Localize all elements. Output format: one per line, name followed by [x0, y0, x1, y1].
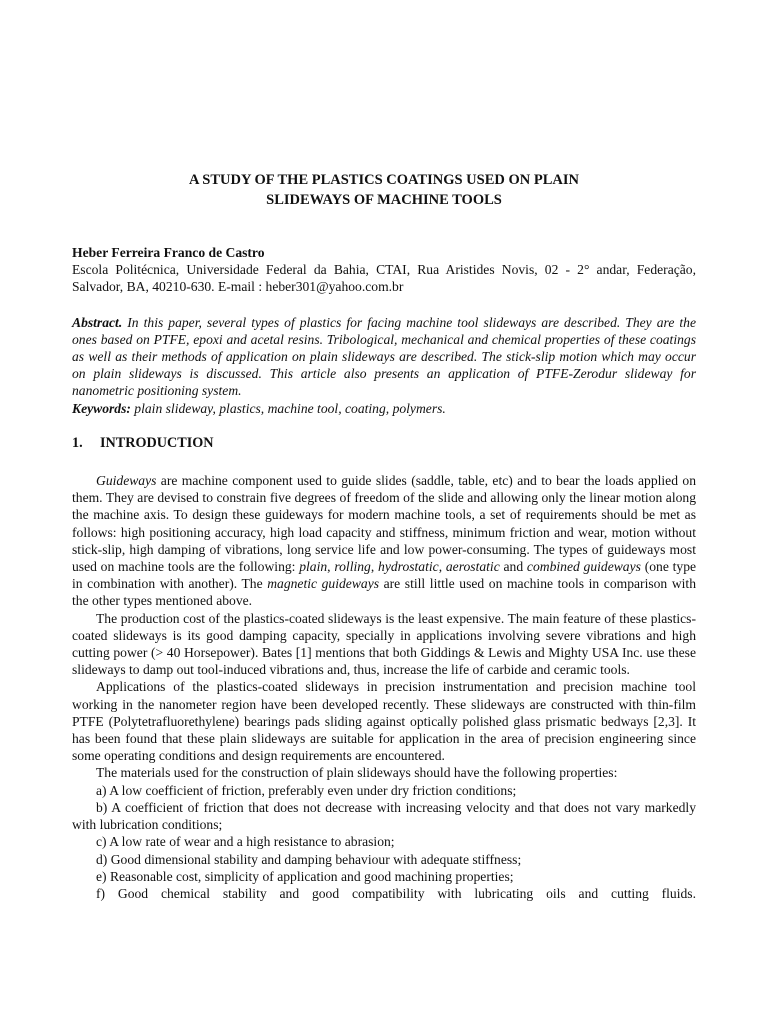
list-item: f) Good chemical stability and good compatibility with lubricating oils and cutting fluids.	[96, 885, 696, 901]
paper-title	[72, 170, 696, 210]
p1-run: ,	[327, 559, 335, 575]
list-item: a) A low coefficient of friction, preferably even under dry friction conditions;	[96, 782, 517, 798]
p1-run: aerostatic	[445, 559, 500, 575]
keywords	[72, 400, 696, 417]
author-affiliation: Escola Politécnica, Universidade Federal da Bahia, CTAI, Rua Aristides Novis, 02 - 2° andar, Federação, Salvador, BA, 40210-630. E-mail : heber301@yahoo.com.br	[72, 262, 696, 295]
p1-run: are still little used on machine tools in comparison with the other types mentioned above.	[72, 576, 696, 609]
p1-run: ,	[370, 559, 379, 575]
list-item: d) Good dimensional stability and damping behaviour with adequate stiffness;	[96, 851, 522, 867]
paragraph-2: The production cost of the plastics-coated slideways is the least expensive. The main feature of these plastics-coated slideways is its good damping capacity, specially in applications involving severe vibrations and high cutting power (> 40 Horsepower). Bates [1] mentions that both Giddings & Lewis and Mighty USA Inc. use these slideways to damp out tool-induced vibrations and, thus, increase the life of carbide and ceramic tools.	[72, 610, 696, 678]
p1-run: rolling	[334, 559, 371, 575]
p1-run: hydrostatic	[378, 559, 439, 575]
author-name: Heber Ferreira Franco de Castro	[72, 245, 265, 260]
paragraph-1	[72, 472, 696, 610]
section-body	[72, 472, 696, 902]
section-heading	[72, 435, 696, 452]
p1-run: Guideways	[96, 473, 157, 489]
p1-run: plain	[299, 559, 328, 575]
p1-run: and	[499, 559, 527, 575]
p1-run: ,	[438, 559, 446, 575]
keywords-text: plain slideway, plastics, machine tool, coating, polymers.	[130, 400, 446, 416]
paragraph-4: The materials used for the construction of plain slideways should have the following properties:	[96, 765, 618, 781]
list-item: b) A coefficient of friction that does not decrease with increasing velocity and that does not vary markedly with lubrication conditions;	[72, 799, 696, 833]
p1-run: (one type in combination with another). The	[72, 559, 697, 592]
section-title: INTRODUCTION	[100, 434, 214, 451]
title-line-1: A STUDY OF THE PLASTICS COATINGS USED ON PLAIN	[189, 172, 579, 188]
p1-run: combined guideways	[526, 559, 641, 575]
list-item: e) Reasonable cost, simplicity of application and good machining properties;	[96, 868, 514, 884]
title-line-2: SLIDEWAYS OF MACHINE TOOLS	[266, 192, 502, 208]
p1-run: are machine component used to guide slides (saddle, table, etc) and to bear the loads applied on them. They are devised to constrain five degrees of freedom of the slide and allowing only the linear motion along the machine axis. To design these guideways for modern machine tools, a set of requirements should be met as follows: high positioning accuracy, high load capacity and stiffness, minimum friction and wear, motion without stick-slip, high damping of vibrations, long service life and low power-consuming. The types of guideways most used on machine tools are the following:	[72, 473, 696, 575]
keywords-label: Keywords:	[72, 400, 131, 416]
abstract-text: In this paper, several types of plastics for facing machine tool slideways are described. They are the ones based on PTFE, epoxi and acetal resins. Tribological, mechanical and chemical properties of these coatings as well as their methods of application on plain slideways are described. The stick-slip motion which may occur on plain slideways is discussed. This article also presents an application of PTFE-Zerodur slideway for nanometric positioning system.	[72, 314, 696, 399]
p1-run: magnetic guideways	[267, 576, 380, 592]
list-item: c) A low rate of wear and a high resistance to abrasion;	[96, 834, 395, 850]
section-number: 1.	[72, 434, 83, 451]
paragraph-3: Applications of the plastics-coated slideways in precision instrumentation and precision machine tool working in the nanometer region have been developed recently. These slideways are constructed with thin-film PTFE (Polytetrafluorethylene) bearings pads sliding against optically polished glass prismatic bedways [2,3]. It has been found that these plain slideways are suitable for application in the area of precision engineering since some operating conditions and design requirements are encountered.	[72, 679, 696, 764]
abstract-label: Abstract.	[72, 314, 123, 330]
abstract	[72, 314, 696, 400]
